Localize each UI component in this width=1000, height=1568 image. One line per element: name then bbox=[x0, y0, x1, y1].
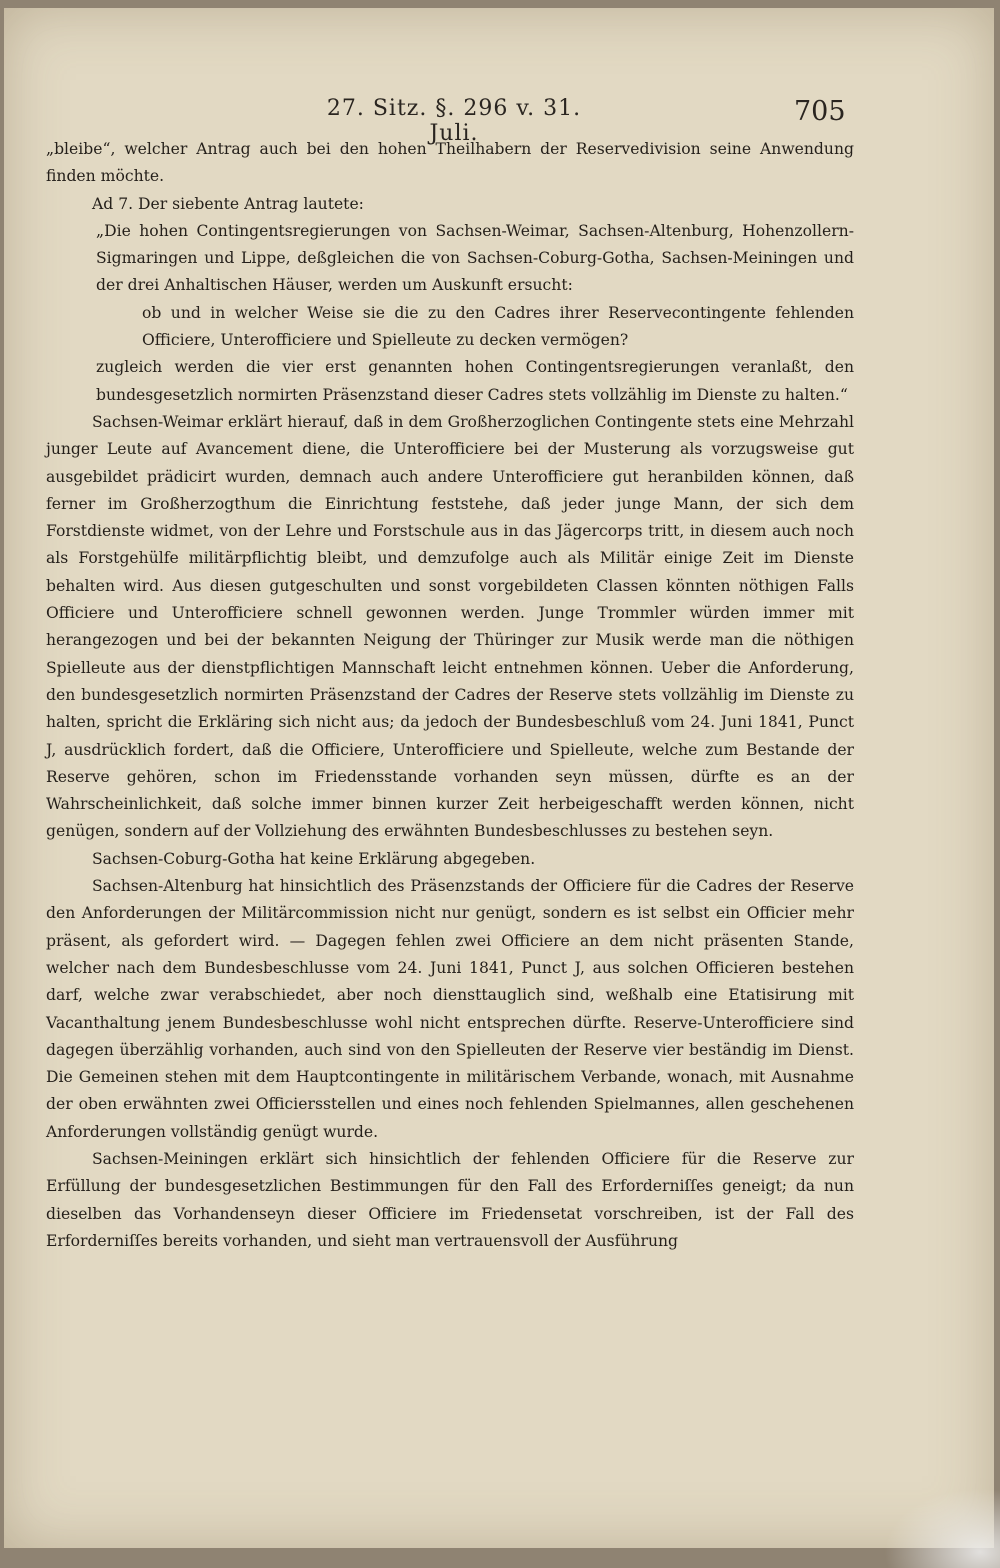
quoted-question: ob und in welcher Weise sie die zu den Cadres ihrer Reservecontingente fehlenden Officiere, Unterofficiere und Spielleute zu decken vermögen? bbox=[142, 303, 854, 350]
paragraph-sachsen-altenburg: Sachsen-Altenburg hat hinsichtlich des Präsenzstands der Officiere für die Cadres der Reserve den Anforderungen der Militärcommission nicht nur genügt, sondern es ist selbst ein Officier mehr präsent, als gefordert wird. — Dagegen fehlen zwei Officiere an dem nicht präsenten Stande, welcher nach dem Bundesbeschlusse vom 24. Juni 1841, Punct J, aus solchen Officieren bestehen darf, welche zwar verabschiedet, aber noch diensttauglich sind, weßhalb eine Etatisirung mit Vacanthaltung jenem Bundesbeschlusse wohl nicht entsprechen dürfte. Reserve-Unterofficiere sind dagegen überzählig vorhanden, auch sind von den Spielleuten der Reserve vier beständig im Dienst. Die Gemeinen stehen mit dem Hauptcontingente in militärischem Verbande, wonach, mit Ausnahme der oben erwähnten zwei Officiersstellen und eines noch fehlenden Spielmannes, allen geschehenen Anforderungen vollständig genügt wurde. bbox=[46, 877, 854, 1141]
body-text bbox=[46, 136, 854, 1255]
paragraph-continuation: „bleibe“, welcher Antrag auch bei den hohen Theilhabern der Reservedivision seine Anwendung finden möchte. bbox=[46, 140, 854, 186]
paragraph-ad7: Ad 7. Der siebente Antrag lautete: bbox=[92, 194, 364, 213]
paragraph-sachsen-weimar: Sachsen-Weimar erklärt hierauf, daß in dem Großherzoglichen Contingente stets eine Mehrzahl junger Leute auf Avancement diene, die Unterofficiere bei der Musterung als vorzugsweise gut ausgebildet prädicirt wurden, demnach auch andere Unterofficiere gut heranbilden können, daß ferner im Großherzogthum die Einrichtung feststehe, daß jeder junge Mann, der sich dem Forstdienste widmet, von der Lehre und Forstschule aus in das Jägercorps tritt, in diesem auch noch als Forstgehülfe militärpflichtig bleibt, und demzufolge auch als Militär einige Zeit im Dienste behalten wird. Aus diesen gutgeschulten und sonst vorgebildeten Classen könnten nöthigen Falls Officiere und Unterofficiere schnell gewonnen werden. Junge Trommler würden immer mit herangezogen und bei der bekannten Neigung der Thüringer zur Musik werde man die nöthigen Spielleute aus der dienstpflichtigen Mannschaft leicht entnehmen können. Ueber die Anforderung, den bundesgesetzlich normirten Präsenzstand der Cadres der Reserve stets vollzählig im Dienste zu halten, spricht die Erkläring sich nicht aus; da jedoch der Bundesbeschluß vom 24. Juni 1841, Punct J, ausdrücklich fordert, daß die Officiere, Unterofficiere und Spielleute, welche zum Bestande der Reserve gehören, schon im Friedensstande vorhanden seyn müssen, dürfte es an der Wahrscheinlichkeit, daß solche immer binnen kurzer Zeit herbeigeschafft werden können, nicht genügen, sondern auf der Vollziehung des erwähnten Bundesbeschlusses zu bestehen seyn. bbox=[46, 412, 854, 841]
document-page bbox=[4, 8, 994, 1548]
running-title: 27. Sitz. §. 296 v. 31. Juli. bbox=[326, 96, 582, 146]
page-header bbox=[4, 96, 994, 146]
paragraph-sachsen-coburg-gotha: Sachsen-Coburg-Gotha hat keine Erklärung abgegeben. bbox=[92, 849, 536, 868]
quoted-instruction: zugleich werden die vier erst genannten hohen Contingentsregierungen veranlaßt, den bundesgesetzlich normirten Präsenzstand dieser Cadres stets vollzählig im Dienste zu halten.“ bbox=[96, 358, 854, 404]
page-number: 705 bbox=[794, 96, 846, 127]
paragraph-sachsen-meiningen: Sachsen-Meiningen erklärt sich hinsichtlich der fehlenden Officiere für die Reserve zur Erfüllung der bundesgesetzlichen Bestimmungen für den Fall des Erforderniſſes geneigt; da nun dieselben das Vorhandenseyn dieser Officiere im Friedensetat vorschreiben, ist der Fall des Erforderniſſes bereits vorhanden, und sieht man vertrauensvoll der Ausführung bbox=[46, 1149, 854, 1250]
paper-stain bbox=[884, 1488, 1000, 1568]
quoted-request: „Die hohen Contingentsregierungen von Sachsen-Weimar, Sachsen-Altenburg, Hohenzollern-Sigmaringen und Lippe, deßgleichen die von Sachsen-Coburg-Gotha, Sachsen-Meiningen und der drei Anhaltischen Häuser, werden um Auskunft ersucht: bbox=[96, 221, 854, 295]
